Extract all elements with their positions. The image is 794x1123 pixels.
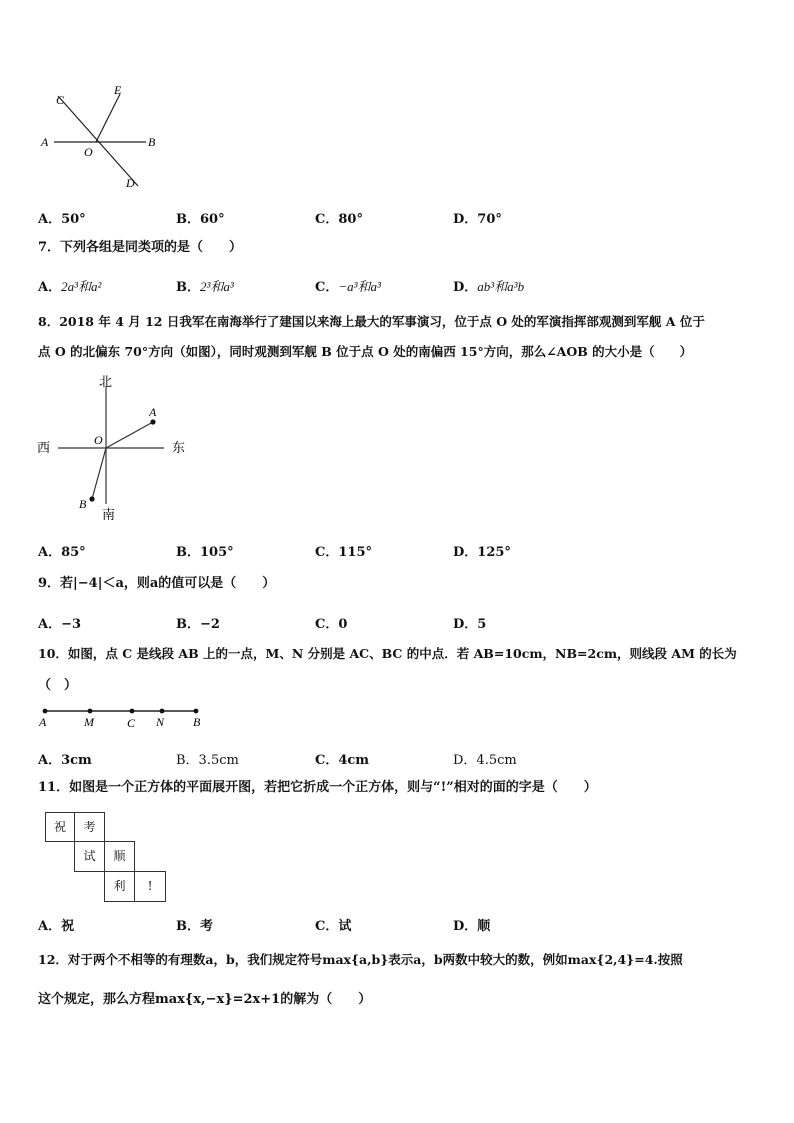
q6-label-c: C [56,93,65,107]
q11-stem: 11．如图是一个正方体的平面展开图，若把它折成一个正方体，则与“!”相对的面的字是（ ） [38,780,597,795]
q11-option-d[interactable]: D．顺 [453,919,491,934]
q8-option-a[interactable]: A．85° [38,545,86,560]
q6-option-a[interactable]: A．50° [38,212,86,227]
q12-stem-line2: 这个规定，那么方程max{x,−x}=2x+1的解为（ ） [38,992,372,1007]
q8-label-east: 东 [172,440,186,455]
q7-option-d[interactable] [453,276,524,295]
q6-label-d: D [126,176,135,190]
q8-option-b[interactable]: B．105° [176,545,234,560]
q7-option-c-letter: C． [315,280,339,295]
q10-label-m: M [84,715,94,729]
q8-label-north: 北 [99,374,113,389]
q7-option-a-expr: 2a³和a² [61,279,102,294]
net-cell-2: 考 [74,812,105,842]
q10-label-a: A [39,715,47,729]
q8-option-c[interactable]: C．115° [315,545,372,560]
net-cell-3: 试 [74,841,105,872]
q10-label-b: B [193,715,201,729]
q7-option-c-expr: −a³和a³ [338,279,381,294]
q10-label-n: N [156,715,165,729]
q10-option-d[interactable]: D．4.5cm [453,753,517,768]
q10-option-a[interactable]: A．3cm [38,753,92,768]
q8-compass-figure [36,372,196,524]
q10-label-c: C [127,716,136,730]
q7-option-c[interactable] [315,276,381,295]
q8-label-a: A [149,405,157,419]
q11-option-c[interactable]: C．试 [315,919,352,934]
q7-option-a[interactable] [38,276,101,295]
q9-option-b[interactable]: B．−2 [176,617,220,632]
q6-angle-figure [36,82,176,192]
q8-option-d[interactable]: D．125° [453,545,511,560]
q11-option-a[interactable]: A．祝 [38,919,75,934]
q11-option-b[interactable]: B．考 [176,919,213,934]
q7-option-d-letter: D． [453,280,478,295]
q12-stem-line1: 12．对于两个不相等的有理数a，b，我们规定符号max{a,b}表示a，b两数中较大的数，例如max{2,4}=4.按照 [38,952,683,967]
q9-option-d[interactable]: D．5 [453,617,487,632]
q6-option-d[interactable]: D．70° [453,212,502,227]
q9-option-a[interactable]: A．−3 [38,617,82,632]
q8-stem-line2: 点 O 的北偏东 70°方向（如图），同时观测到军舰 B 位于点 O 处的南偏西 15°方向，那么∠AOB 的大小是（ ） [38,344,693,359]
q9-option-c[interactable]: C．0 [315,617,348,632]
q6-option-b[interactable]: B．60° [176,212,225,227]
q7-option-b-expr: 2³和a³ [200,279,234,294]
net-cell-4: 顺 [104,841,135,872]
q8-label-south: 南 [102,507,116,522]
q10-stem-line2: （ ） [38,678,78,693]
net-cell-1: 祝 [45,812,75,842]
q7-option-a-letter: A． [38,280,62,295]
q6-option-c[interactable]: C．80° [315,212,363,227]
q8-label-b: B [79,497,87,511]
q8-stem-line1: 8．2018 年 4 月 12 日我军在南海举行了建国以来海上最大的军事演习，位于点 O 处的军演指挥部观测到军舰 A 位于 [38,314,705,329]
q10-segment-figure [36,702,216,732]
q7-option-b[interactable] [176,276,234,295]
q6-label-e: E [114,83,122,97]
q9-stem: 9．若|−4|＜a，则a的值可以是（ ） [38,576,276,591]
net-cell-6: ! [134,871,166,902]
q11-cube-net [45,812,169,904]
q7-option-d-expr: ab³和a³b [477,279,525,294]
q8-label-west: 西 [37,440,51,455]
q6-label-b: B [148,135,156,149]
q7-stem: 7．下列各组是同类项的是（ ） [38,240,243,255]
q8-label-o: O [94,433,103,447]
q6-label-o: O [84,145,93,159]
q7-option-b-letter: B． [176,280,200,295]
q10-option-b[interactable]: B．3.5cm [176,753,239,768]
q10-option-c[interactable]: C．4cm [315,753,370,768]
q10-stem-line1: 10．如图，点 C 是线段 AB 上的一点，M、N 分别是 AC、BC 的中点．若 AB=10cm，NB=2cm，则线段 AM 的长为 [38,646,737,661]
net-cell-5: 利 [104,871,135,902]
q6-label-a: A [41,135,49,149]
